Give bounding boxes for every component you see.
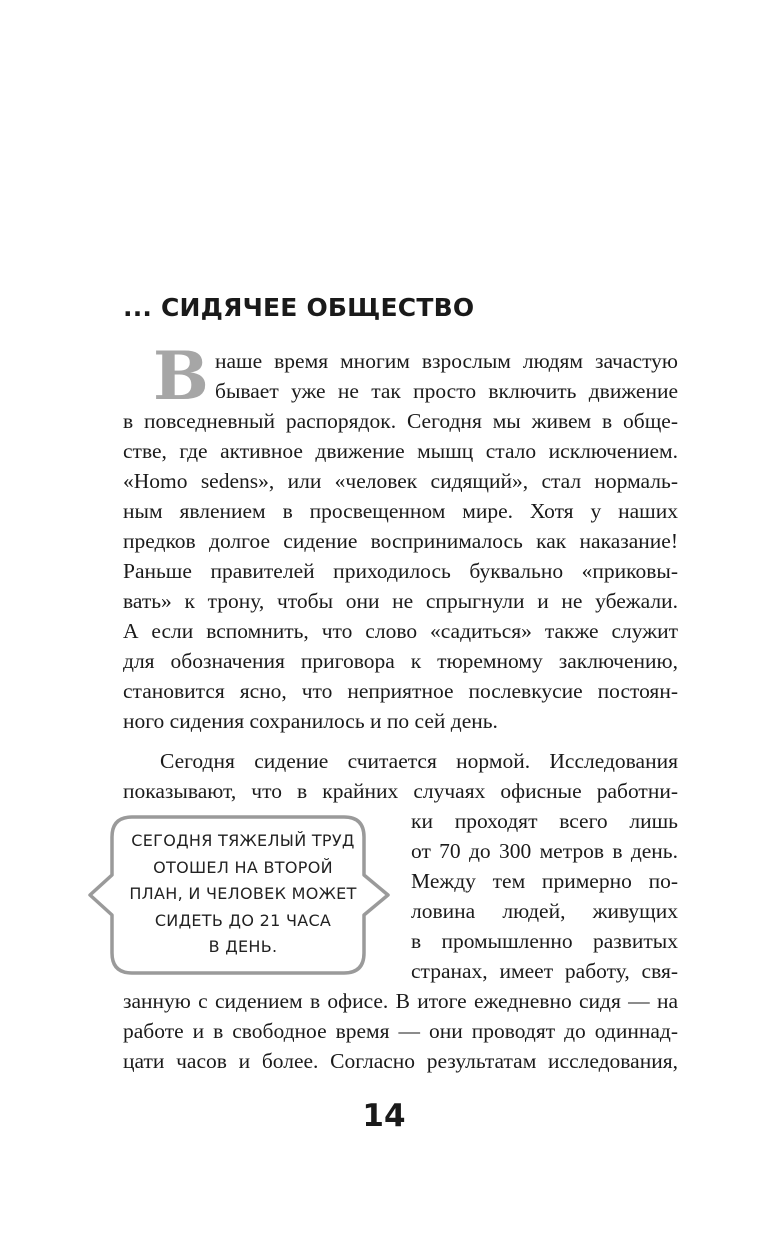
callout-quote	[118, 828, 368, 968]
paragraph-1-line: в повседневный распорядок. Сегодня мы живем в обще-	[123, 409, 678, 433]
callout-line: ПЛАН, И ЧЕЛОВЕК МОЖЕТ	[129, 884, 357, 903]
paragraph-2-line: занную с сидением в офисе. В итоге ежедневно сидя — на	[123, 989, 678, 1013]
paragraph-1-line: ного сидения сохранилось и по сей день.	[123, 709, 498, 733]
callout-line: СИДЕТЬ ДО 21 ЧАСА	[154, 910, 332, 930]
callout-line: ОТОШЕЛ НА ВТОРОЙ	[153, 857, 333, 877]
paragraph-2-line: работе и в свободное время — они проводят до одиннад-	[123, 1019, 678, 1043]
paragraph-1-line: бывает уже не так просто включить движение	[215, 379, 678, 403]
drop-cap-letter: В	[153, 337, 209, 415]
paragraph-2-line: показывают, что в крайних случаях офисные работни-	[123, 779, 678, 803]
paragraph-1-line: Раньше правителей приходилось буквально «приковы-	[123, 559, 678, 583]
paragraph-2-line: странах, имеет работу, свя-	[411, 959, 678, 983]
paragraph-2-line: ловина людей, живущих	[411, 899, 678, 923]
paragraph-2-line: ки проходят всего лишь	[411, 809, 678, 833]
paragraph-1-line: ным явлением в просвещенном мире. Хотя у наших	[123, 499, 678, 523]
paragraph-1-line: наше время многим взрослым людям зачастую	[215, 349, 678, 373]
paragraph-2-line: от 70 до 300 метров в день.	[411, 839, 678, 863]
paragraph-1-line: становится ясно, что неприятное послевкусие постоян-	[123, 679, 678, 703]
paragraph-1-line: стве, где активное движение мышц стало исключением.	[123, 439, 678, 463]
callout-line: СЕГОДНЯ ТЯЖЕЛЫЙ ТРУД	[131, 831, 355, 850]
paragraph-1-line: А если вспомнить, что слово «садиться» также служит	[123, 619, 678, 643]
paragraph-1-line: предков долгое сидение воспринималось как наказание!	[123, 529, 678, 553]
paragraph-1-line: «Homo sedens», или «человек сидящий», стал нормаль-	[123, 469, 678, 493]
paragraph-2-line: цати часов и более. Согласно результатам исследования,	[123, 1049, 678, 1073]
paragraph-2-line: Между тем примерно по-	[411, 869, 678, 893]
paragraph-2-line: в промышленно развитых	[411, 929, 678, 953]
section-heading: ... СИДЯЧЕЕ ОБЩЕСТВО	[123, 293, 475, 322]
paragraph-1-line: вать» к трону, чтобы они не спрыгнули и не убежали.	[123, 589, 678, 613]
callout-line: В ДЕНЬ.	[208, 937, 278, 956]
paragraph-1-line: для обозначения приговора к тюремному заключению,	[123, 649, 678, 673]
paragraph-2-line: Сегодня сидение считается нормой. Исследования	[160, 749, 678, 773]
page-number: 14	[362, 1098, 406, 1134]
